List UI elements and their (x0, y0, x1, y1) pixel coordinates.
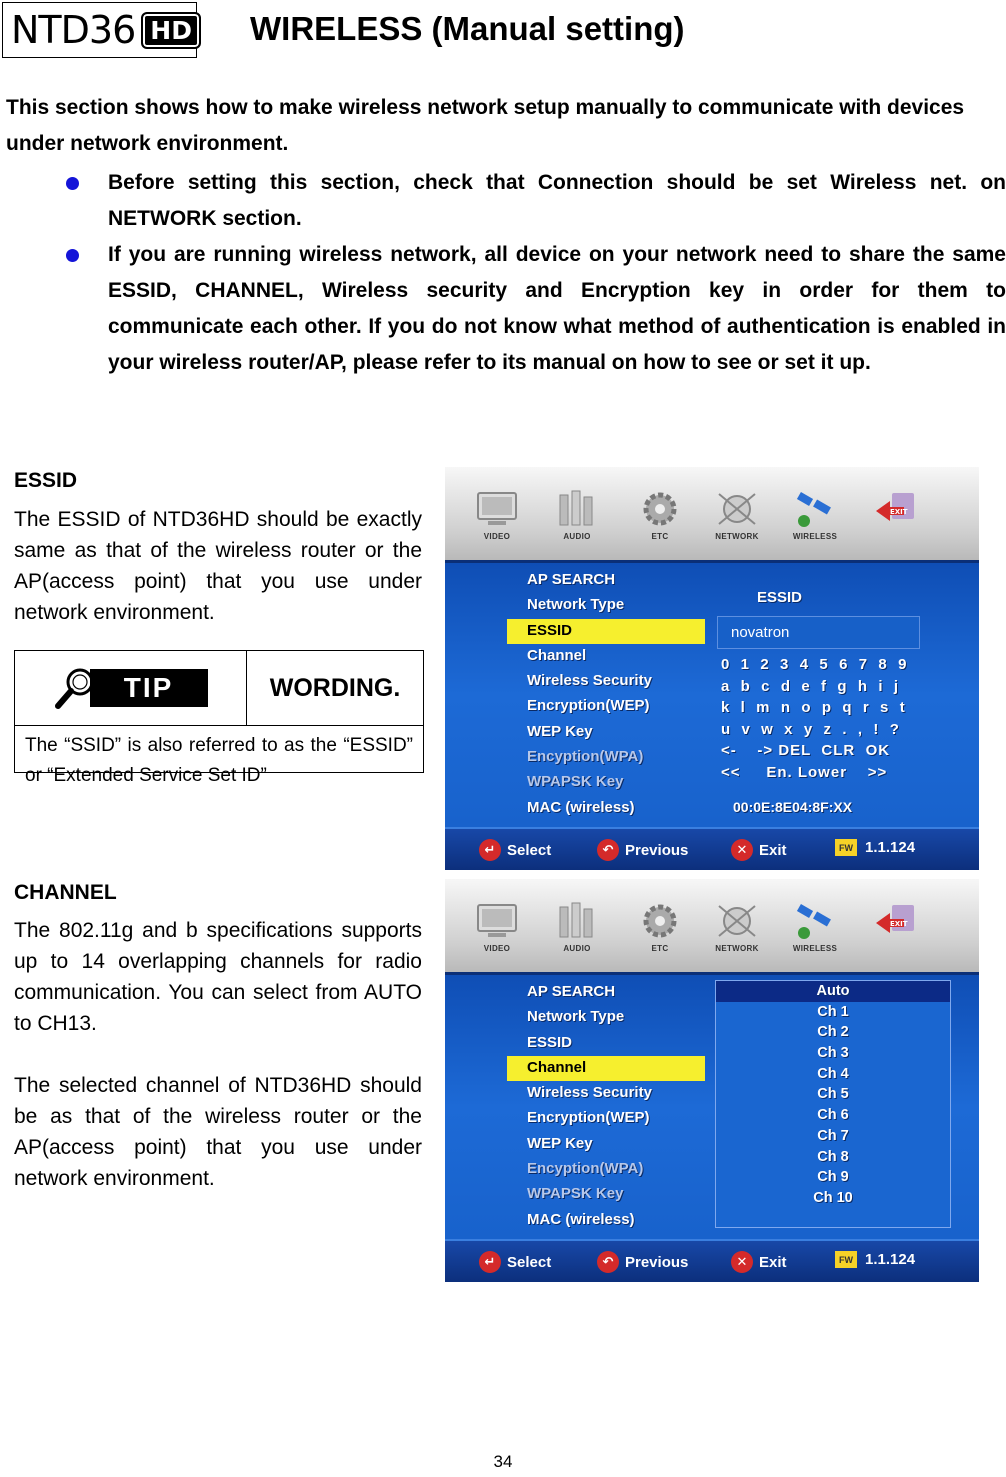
osd-audio-tab[interactable] (547, 489, 607, 545)
menu-item-mac-wireless: MAC (wireless) (527, 798, 635, 816)
essid-input[interactable]: novatron (717, 616, 920, 649)
osd-tab-label: WIRELESS (792, 532, 838, 541)
speaker-icon (554, 901, 600, 941)
keyboard-row[interactable]: << En. Lower >> (721, 763, 888, 781)
page-title: WIRELESS (Manual setting) (250, 10, 685, 47)
logo-hd-badge: HD (141, 12, 201, 49)
exit-icon-text: EXIT (890, 508, 908, 516)
bullet-dot-icon (66, 177, 79, 190)
channel-option[interactable]: Ch 6 (817, 1107, 849, 1124)
channel-option[interactable]: Ch 1 (817, 1003, 849, 1020)
exit-arrow-icon (872, 489, 918, 529)
osd-tab-label: ETC (651, 944, 669, 953)
essid-heading: ESSID (757, 589, 803, 606)
osd-tab-label: NETWORK (715, 532, 759, 541)
footer-select-label: Select (507, 841, 552, 859)
osd-menu (527, 979, 652, 1232)
menu-item-network-type[interactable]: Network Type (527, 1008, 625, 1026)
speaker-icon (554, 489, 600, 529)
close-icon: ✕ (731, 839, 753, 861)
osd-footer (445, 827, 979, 870)
menu-item-ap-search[interactable]: AP SEARCH (527, 571, 616, 588)
osd-tab-label: AUDIO (563, 944, 591, 953)
osd-menu (527, 567, 652, 820)
network-globe-icon (714, 489, 760, 529)
osd-tab-label: VIDEO (483, 532, 511, 541)
osd-wireless-tab[interactable] (785, 489, 845, 545)
tip-icon-cell (15, 651, 247, 725)
menu-item-wpapsk-key[interactable]: WPAPSK Key (527, 1185, 624, 1203)
channel-section-body-2: The selected channel of NTD36HD should be as that of the wireless router or the AP(access point) that you use under network environment. (14, 1074, 422, 1190)
keyboard-row[interactable]: u v w x y z . , ! ? (721, 720, 900, 738)
osd-audio-tab[interactable] (547, 901, 607, 957)
osd-screen-essid (445, 467, 979, 870)
tip-table (14, 650, 424, 786)
close-icon: ✕ (731, 1251, 753, 1273)
osd-video-tab[interactable] (467, 901, 527, 957)
osd-top-bar (445, 467, 979, 560)
back-icon: ↶ (597, 1251, 619, 1273)
channel-option[interactable]: Ch 10 (813, 1189, 853, 1206)
menu-item-ap-search[interactable]: AP SEARCH (527, 983, 616, 1000)
footer-exit[interactable] (731, 839, 787, 861)
osd-footer (445, 1239, 979, 1282)
gear-icon (637, 901, 683, 941)
menu-item-wep-key[interactable]: WEP Key (527, 722, 593, 740)
tip-label: TIP (90, 669, 208, 707)
onscreen-keyboard[interactable] (721, 656, 907, 785)
enter-icon: ↵ (479, 839, 501, 861)
menu-item-encryption-wpa[interactable]: Encyption(WPA) (527, 748, 644, 766)
footer-exit-label: Exit (759, 1253, 787, 1271)
firmware-version: 1.1.124 (865, 839, 916, 856)
essid-section-body: The ESSID of NTD36HD should be exactly same as that of the wireless router or the AP(access point) that you use under network environment. (14, 508, 422, 624)
firmware-version: 1.1.124 (865, 1251, 916, 1268)
firmware-badge-icon: FW (835, 839, 857, 856)
menu-item-wireless-security[interactable]: Wireless Security (527, 1084, 652, 1102)
keyboard-row[interactable]: <- -> DEL CLR OK (721, 742, 891, 759)
footer-exit[interactable] (731, 1251, 787, 1273)
channel-option[interactable]: Ch 8 (817, 1148, 849, 1165)
channel-section-body-1: The 802.11g and b specifications supports up to 14 overlapping channels for radio communication. You can select from AUTO to CH13. (14, 919, 422, 1035)
satellite-icon (792, 489, 838, 529)
bullet-text: If you are running wireless network, all device on your network need to share the same ESSID, CHANNEL, Wireless security and Encryption key in order for them to communicate each other. If you do not know what method of authentication is enabled in your wireless router/AP, please refer to its manual on how to see or set it up. (108, 243, 1006, 374)
mac-address-value: 00:0E:8E04:8F:XX (733, 799, 853, 815)
channel-option[interactable]: Ch 7 (817, 1127, 849, 1144)
channel-option[interactable]: Ch 3 (817, 1045, 849, 1062)
osd-etc-tab[interactable] (630, 901, 690, 957)
osd-exit-tab[interactable] (865, 901, 925, 957)
menu-item-encryption-wpa[interactable]: Encyption(WPA) (527, 1160, 644, 1178)
osd-wireless-tab[interactable] (785, 901, 845, 957)
essid-section-title: ESSID (14, 469, 78, 492)
footer-previous-label: Previous (625, 841, 689, 859)
menu-item-mac-wireless: MAC (wireless) (527, 1210, 635, 1228)
tv-icon (474, 489, 520, 529)
footer-exit-label: Exit (759, 841, 787, 859)
intro-paragraph: This section shows how to make wireless network setup manually to communicate with devices under network environment. (6, 96, 965, 155)
keyboard-row[interactable]: a b c d e f g h i j (721, 677, 900, 695)
osd-tab-label: AUDIO (563, 532, 591, 541)
osd-tab-label: NETWORK (715, 944, 759, 953)
footer-previous[interactable] (597, 1251, 688, 1273)
channel-section-title: CHANNEL (14, 881, 117, 904)
menu-item-channel[interactable]: Channel (527, 1058, 587, 1076)
osd-tab-label: VIDEO (483, 944, 511, 953)
channel-option[interactable]: Ch 9 (817, 1169, 849, 1186)
bullet-dot-icon (66, 249, 79, 262)
satellite-icon (792, 901, 838, 941)
osd-video-tab[interactable] (467, 489, 527, 545)
channel-option[interactable]: Ch 5 (817, 1086, 849, 1103)
menu-item-essid[interactable]: ESSID (527, 1033, 573, 1051)
menu-item-wep-key[interactable]: WEP Key (527, 1134, 593, 1152)
channel-option[interactable]: Auto (716, 981, 950, 1002)
menu-item-encryption-wep[interactable]: Encryption(WEP) (527, 1109, 650, 1127)
osd-top-bar (445, 879, 979, 972)
osd-etc-tab[interactable] (630, 489, 690, 545)
bullet-item (62, 237, 1006, 381)
product-logo (2, 2, 197, 58)
page-number: 34 (493, 1452, 513, 1471)
gear-icon (637, 489, 683, 529)
osd-screen-channel (445, 879, 979, 1282)
tip-header-row (15, 651, 423, 726)
footer-select[interactable] (479, 1251, 551, 1273)
network-globe-icon (714, 901, 760, 941)
footer-firmware (835, 839, 915, 856)
tip-badge (54, 666, 208, 710)
menu-item-encryption-wep[interactable]: Encryption(WEP) (527, 697, 650, 715)
keyboard-row[interactable]: 0 1 2 3 4 5 6 7 8 9 (721, 656, 908, 673)
menu-item-essid[interactable]: ESSID (527, 621, 573, 639)
osd-network-tab[interactable] (707, 489, 767, 545)
bullet-text: Before setting this section, check that Connection should be set Wireless net. on NETWORK section. (108, 171, 1006, 230)
menu-item-network-type[interactable]: Network Type (527, 596, 625, 614)
intro-bullets (62, 165, 1006, 381)
osd-exit-tab[interactable] (865, 489, 925, 545)
osd-network-tab[interactable] (707, 901, 767, 957)
tip-heading: WORDING. (269, 673, 401, 702)
channel-option[interactable]: Ch 2 (817, 1024, 849, 1041)
footer-select-label: Select (507, 1253, 552, 1271)
menu-item-wireless-security[interactable]: Wireless Security (527, 672, 652, 690)
footer-previous[interactable] (597, 839, 688, 861)
logo-text: NTD36 (11, 8, 136, 52)
back-icon: ↶ (597, 839, 619, 861)
footer-select[interactable] (479, 839, 551, 861)
channel-option[interactable]: Ch 4 (817, 1065, 849, 1082)
footer-firmware (835, 1251, 915, 1268)
exit-arrow-icon (872, 901, 918, 941)
tv-icon (474, 901, 520, 941)
bullet-item (62, 165, 1006, 237)
enter-icon: ↵ (479, 1251, 501, 1273)
osd-tab-label: WIRELESS (792, 944, 838, 953)
menu-item-wpapsk-key[interactable]: WPAPSK Key (527, 773, 624, 791)
footer-previous-label: Previous (625, 1253, 689, 1271)
exit-icon-text: EXIT (890, 920, 908, 928)
osd-tab-label: ETC (651, 532, 669, 541)
channel-list[interactable] (715, 980, 951, 1228)
keyboard-row[interactable]: k l m n o p q r s t (721, 699, 906, 716)
tip-body: The “SSID” is also referred to as the “ESSID” or “Extended Service Set ID” (25, 735, 413, 786)
menu-item-channel[interactable]: Channel (527, 646, 587, 664)
firmware-badge-icon: FW (835, 1251, 857, 1268)
